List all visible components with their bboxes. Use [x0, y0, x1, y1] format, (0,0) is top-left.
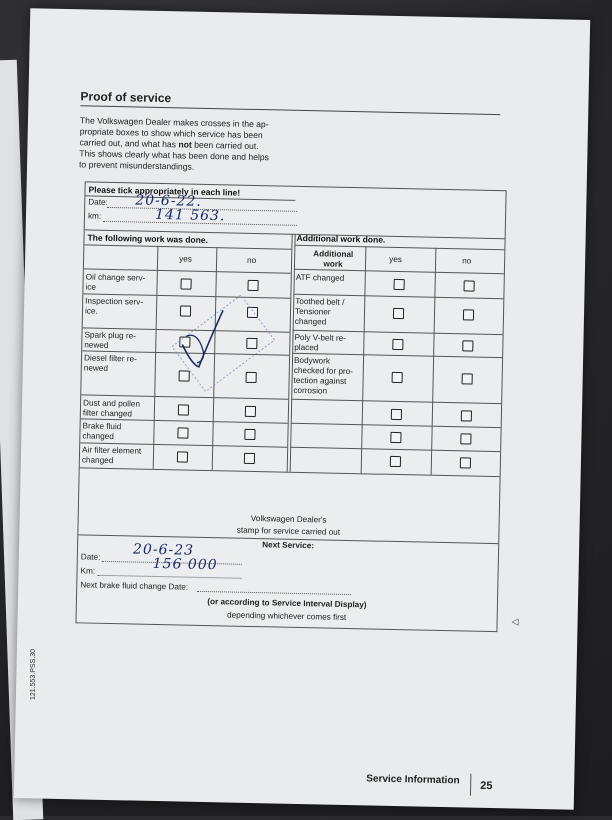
checkbox-air-filter-no[interactable] [244, 453, 255, 464]
row-label-spark-plug: Spark plug re-newed [84, 330, 137, 350]
next-date-handwritten[interactable]: 20-6-23 [132, 541, 195, 559]
checkbox-poly-v-belt-no[interactable] [462, 340, 473, 351]
right-table-header: Additional work done. [296, 232, 386, 245]
next-date-label: Date: [80, 552, 101, 562]
left-table-header: The following work was done. [87, 232, 209, 245]
checkbox-toothed-belt-yes[interactable] [393, 308, 404, 319]
row-label-atf: ATF changed [295, 272, 345, 283]
checkbox-oil-change-yes[interactable] [180, 278, 191, 289]
intro-line: This shows clearly what has been done and helps [79, 148, 270, 163]
brake-fluid-label: Next brake fluid change Date: [80, 580, 189, 592]
checkbox-brake-fluid-no[interactable] [244, 429, 255, 440]
km-label: km: [87, 211, 102, 221]
page-number: 25 [480, 779, 493, 793]
side-code: 121.553.PSS.30 [30, 649, 37, 700]
row-label-poly-v-belt: Poly V-belt re-placed [294, 332, 347, 353]
checkbox-dust-pollen-yes[interactable] [178, 404, 189, 415]
row-label-diesel-filter: Diesel filter re-newed [83, 353, 137, 373]
checkbox-oil-change-no[interactable] [247, 280, 258, 291]
checkbox-dust-pollen-no[interactable] [245, 406, 256, 417]
checkbox-atf-yes[interactable] [394, 279, 405, 290]
footer-title: Service Information [366, 773, 460, 787]
checkbox-extra2-yes[interactable] [390, 432, 401, 443]
checkbox-bodywork-no[interactable] [462, 373, 473, 384]
right-col-no: no [462, 256, 472, 266]
intro-line: propriate boxes to show which service has been [79, 126, 263, 141]
checkbox-bodywork-yes[interactable] [392, 372, 403, 383]
checkbox-extra3-yes[interactable] [390, 456, 401, 467]
km-handwritten[interactable]: 141 563. [154, 206, 226, 225]
service-booklet-page [14, 8, 590, 810]
checkbox-brake-fluid-yes[interactable] [177, 427, 188, 438]
right-col-yes: yes [389, 254, 402, 265]
left-col-no: no [247, 255, 257, 266]
section-title: Proof of service [80, 89, 172, 106]
next-km-handwritten[interactable]: 156 000 [152, 555, 218, 574]
intro-line: carried out, and what has not been carried out. [79, 137, 259, 152]
checkbox-toothed-belt-no[interactable] [463, 309, 474, 320]
next-km-label: Km: [80, 566, 96, 576]
checkbox-air-filter-yes[interactable] [177, 451, 188, 462]
date-handwritten[interactable]: 20-6-22. [135, 192, 202, 210]
whichever-line: depending whichever comes first [226, 610, 347, 622]
checkbox-extra1-no[interactable] [461, 410, 472, 421]
right-col-work: Additional work [313, 249, 354, 269]
checkbox-extra2-no[interactable] [460, 433, 471, 444]
row-label-oil-change: Oil change serv-ice [85, 272, 146, 292]
stamp-line-2: stamp for service carried out [236, 525, 341, 537]
row-label-air-filter: Air filter element changed [81, 445, 142, 466]
row-label-bodywork: Bodywork checked for pro-tection against corrosion [293, 355, 354, 396]
checkbox-poly-v-belt-yes[interactable] [392, 339, 403, 350]
intro-bold-word: not [178, 139, 192, 150]
date-label: Date: [88, 197, 108, 207]
stamp-line-1: Volkswagen Dealer's [250, 513, 327, 525]
next-service-title: Next Service: [262, 540, 315, 551]
checkbox-extra1-yes[interactable] [391, 409, 402, 420]
checkbox-extra3-no[interactable] [460, 457, 471, 468]
left-col-yes: yes [179, 254, 192, 264]
row-label-toothed-belt: Toothed belt / Tensioner changed [294, 296, 345, 327]
intro-line: to prevent misunderstandings. [78, 159, 195, 172]
intro-line: The Volkswagen Dealer makes crosses in the ap- [79, 115, 269, 130]
checkbox-atf-no[interactable] [463, 280, 474, 291]
row-label-brake-fluid: Brake fluid changed [82, 421, 122, 442]
title-rule [80, 105, 500, 115]
tick-instruction: Please tick appropriately in each line! [88, 184, 241, 198]
service-form [75, 181, 506, 632]
triangle-marker-icon: ◁ [511, 616, 519, 627]
row-label-inspection: Inspection serv-ice. [84, 296, 144, 316]
interval-display-line: (or according to Service Interval Display) [207, 597, 367, 610]
row-label-dust-pollen: Dust and pollen filter changed [82, 398, 141, 419]
intro-paragraph [79, 115, 300, 175]
